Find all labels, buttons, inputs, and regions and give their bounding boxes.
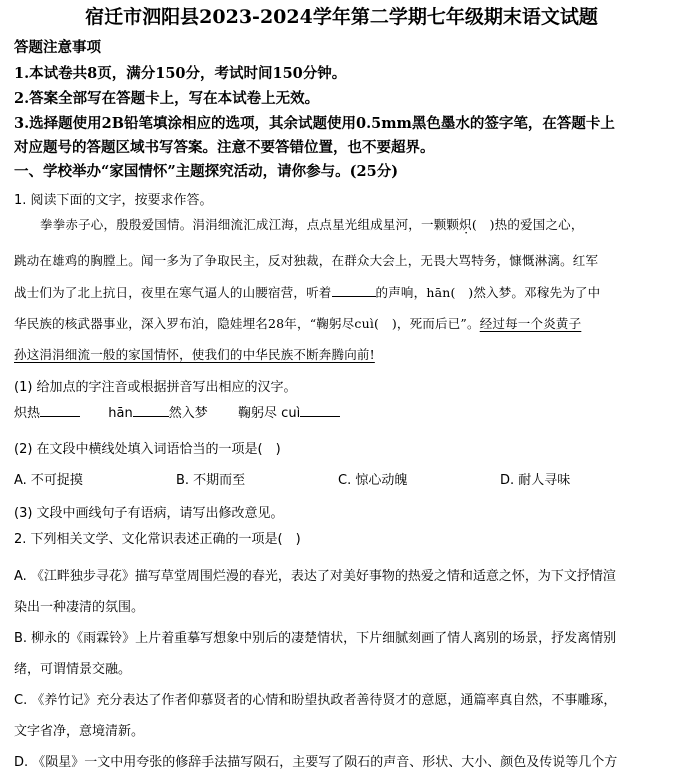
- q2-option-d: D. 《陨星》一文中用夸张的修辞手法描写陨石，主要写了陨石的声音、形状、大小、颜色及传说等几个方: [14, 755, 618, 770]
- q2-option-b-cont: 绪，可谓情景交融。: [14, 662, 132, 677]
- passage-line-3: [14, 283, 600, 301]
- q2-prompt: 2. 下列相关文学、文化常识表述正确的一项是( ): [14, 532, 301, 547]
- answer-blank: [40, 404, 80, 417]
- q1-prompt: 1. 阅读下面的文字，按要求作答。: [14, 193, 213, 208]
- choice-c: C. 惊心动魄: [338, 473, 408, 488]
- dotted-char: 炽: [459, 217, 472, 232]
- q1-sub3: (3) 文段中画线句子有语病，请写出修改意见。: [14, 506, 284, 521]
- notice-item-3-cont: 对应题号的答题区域书写答案。注意不要答错位置，也不要超界。: [14, 139, 435, 156]
- fill-label: 炽热: [14, 406, 41, 421]
- notice-heading: 答题注意事项: [14, 39, 101, 56]
- fill-label: hān: [108, 406, 133, 421]
- fill-blank: [332, 284, 376, 297]
- passage-text: ( )热的爱国之心，: [471, 217, 584, 232]
- passage-text: 华民族的核武器事业，深入罗布泊，隐娃埋名28年，“鞠躬尽cuì( )，死而后已”。: [14, 316, 480, 331]
- q2-option-c-cont: 文字省净，意境清新。: [14, 724, 145, 739]
- notice-item-2: 2.答案全部写在答题卡上，写在本试卷上无效。: [14, 90, 320, 107]
- q2-option-a: A. 《江畔独步寻花》描写草堂周围烂漫的春光，表达了对美好事物的热爱之情和适意之怀，为下文抒情渲: [14, 569, 616, 584]
- passage-line-2: 跳动在雄鸡的胸膛上。闻一多为了争取民主，反对独裁，在群众大会上，无畏大骂特务，慷慨淋漓。红军: [14, 253, 599, 268]
- fill-label: 然入梦: [168, 406, 208, 421]
- q1-sub1-fill: [14, 402, 340, 421]
- passage-line-1: [40, 215, 584, 233]
- section-1-heading: 一、学校举办“家国情怀”主题探究活动，请你参与。(25分): [14, 163, 399, 180]
- passage-line-4: [14, 314, 581, 332]
- q2-option-c: C. 《养竹记》充分表达了作者仰慕贤者的心情和盼望执政者善待贤才的意愿，通篇率真自然，不事雕琢，: [14, 693, 617, 708]
- page-title: 宿迁市泗阳县2023-2024学年第二学期七年级期末语文试题: [85, 6, 598, 28]
- q1-sub1: (1) 给加点的字注音或根据拼音写出相应的汉字。: [14, 380, 297, 395]
- q1-sub2: (2) 在文段中横线处填入词语恰当的一项是( ): [14, 442, 281, 457]
- q2-option-b: B. 柳永的《雨霖铃》上片着重摹写想象中别后的凄楚情状，下片细腻刻画了情人离别的场景，抒发离情别: [14, 631, 617, 646]
- passage-text: 战士们为了北上抗日，夜里在寒气逼人的山腰宿营，听着: [14, 285, 332, 300]
- choice-b: B. 不期而至: [176, 473, 246, 488]
- underlined-sentence: 经过每一个炎黄子: [479, 316, 582, 331]
- passage-line-5: 孙这涓涓细流一般的家国情怀，使我们的中华民族不断奔腾向前!: [14, 347, 375, 362]
- answer-blank: [300, 404, 340, 417]
- passage-text: 的声响，hān( )然入梦。邓稼先为了中: [375, 285, 601, 300]
- q2-option-a-cont: 染出一种凄清的氛围。: [14, 600, 145, 615]
- answer-blank: [133, 404, 169, 417]
- choice-a: A. 不可捉摸: [14, 473, 83, 488]
- notice-item-1: 1.本试卷共8页，满分150分，考试时间150分钟。: [14, 65, 347, 82]
- passage-text: 拳拳赤子心，殷殷爱国情。涓涓细流汇成江海，点点星光组成星河，一颗颗: [40, 217, 460, 232]
- fill-label: 鞠躬尽 cuì: [238, 406, 301, 421]
- choice-d: D. 耐人寻味: [500, 473, 571, 488]
- notice-item-3: 3.选择题使用2B铅笔填涂相应的选项，其余试题使用0.5mm黑色墨水的签字笔，在答题卡上: [14, 115, 615, 132]
